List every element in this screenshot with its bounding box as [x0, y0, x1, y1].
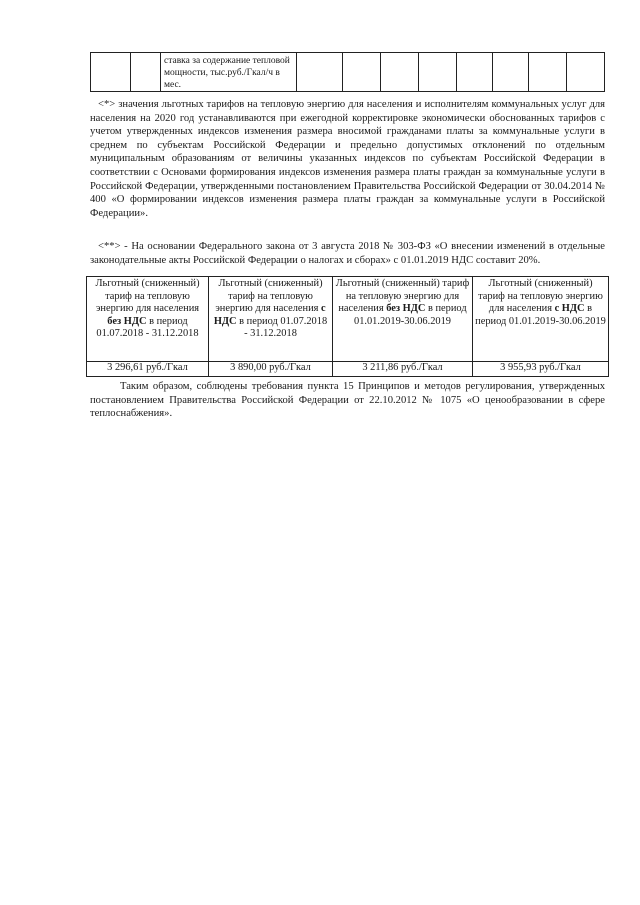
column-header: Льготный (сниженный) тариф на тепловую энергию для населения с НДС в период 01.07.2018 - 31.12.2018 — [209, 277, 333, 362]
footnote-1 — [90, 98, 605, 220]
footnote-text: значения льготных тарифов на тепловую энергию для населения и исполнителям коммунальных услуг для населения на 2020 год устанавливаются при ежегодной корректировке экономически обоснованных тарифов с учетом утвержденных индексов изменения размера вносимой гражданами платы за коммунальные услуги в среднем по субъектам Российской Федерации и предельно допустимых отклонений по отдельным муниципальным образованиям от величины указанных индексов по субъектам Российской Федерации в соответствии с Основами формирования индексов изменения размера платы граждан за коммунальные услуги в Российской Федерации, утвержденными постановлением Правительства Российской Федерации от 30.04.2014 № 400 «О формировании индексов изменения размера платы граждан за коммунальные услуги в Российской Федерации». — [90, 99, 605, 219]
table-cell-label: ставка за содержание тепловой мощности, тыс.руб./Гкал/ч в мес. — [161, 53, 297, 92]
tariff-value: 3 890,00 руб./Гкал — [209, 362, 333, 377]
table-cell — [131, 53, 161, 92]
table-cell — [381, 53, 419, 92]
table-cell — [567, 53, 605, 92]
table-row — [87, 362, 609, 377]
footnote-mark: <*> — [98, 99, 116, 110]
tariff-value: 3 296,61 руб./Гкал — [87, 362, 209, 377]
column-header: Льготный (сниженный) тариф на тепловую энергию для населения без НДС в период 01.01.2019-30.06.2019 — [333, 277, 473, 362]
table-cell — [457, 53, 493, 92]
footnote-2 — [90, 240, 605, 267]
footnote-text: - На основании Федерального закона от 3 августа 2018 № 303-ФЗ «О внесении изменений в отдельные законодательные акты Российской Федерации о налогах и сборах» с 01.01.2019 НДС составит 20%. — [90, 241, 605, 266]
conclusion-paragraph: Таким образом, соблюдены требования пункта 15 Принципов и методов регулирования, утвержденных постановлением Правительства Российской Федерации от 22.10.2012 № 1075 «О ценообразовании в сфере теплоснабжения». — [90, 381, 605, 420]
table-cell — [91, 53, 131, 92]
table-header-row — [87, 277, 609, 362]
column-header: Льготный (сниженный) тариф на тепловую энергию для населения без НДС в период 01.07.2018 - 31.12.2018 — [87, 277, 209, 362]
table-cell — [419, 53, 457, 92]
preferential-tariff-table — [86, 276, 609, 377]
column-header: Льготный (сниженный) тариф на тепловую энергию для населения с НДС в период 01.01.2019-30.06.2019 — [473, 277, 609, 362]
footnote-mark: <**> — [98, 241, 121, 252]
table-cell — [493, 53, 529, 92]
tariff-structure-table-fragment — [90, 52, 605, 92]
table-cell — [343, 53, 381, 92]
tariff-value: 3 211,86 руб./Гкал — [333, 362, 473, 377]
table-cell — [297, 53, 343, 92]
table-cell — [529, 53, 567, 92]
table-row — [91, 53, 605, 92]
tariff-value: 3 955,93 руб./Гкал — [473, 362, 609, 377]
